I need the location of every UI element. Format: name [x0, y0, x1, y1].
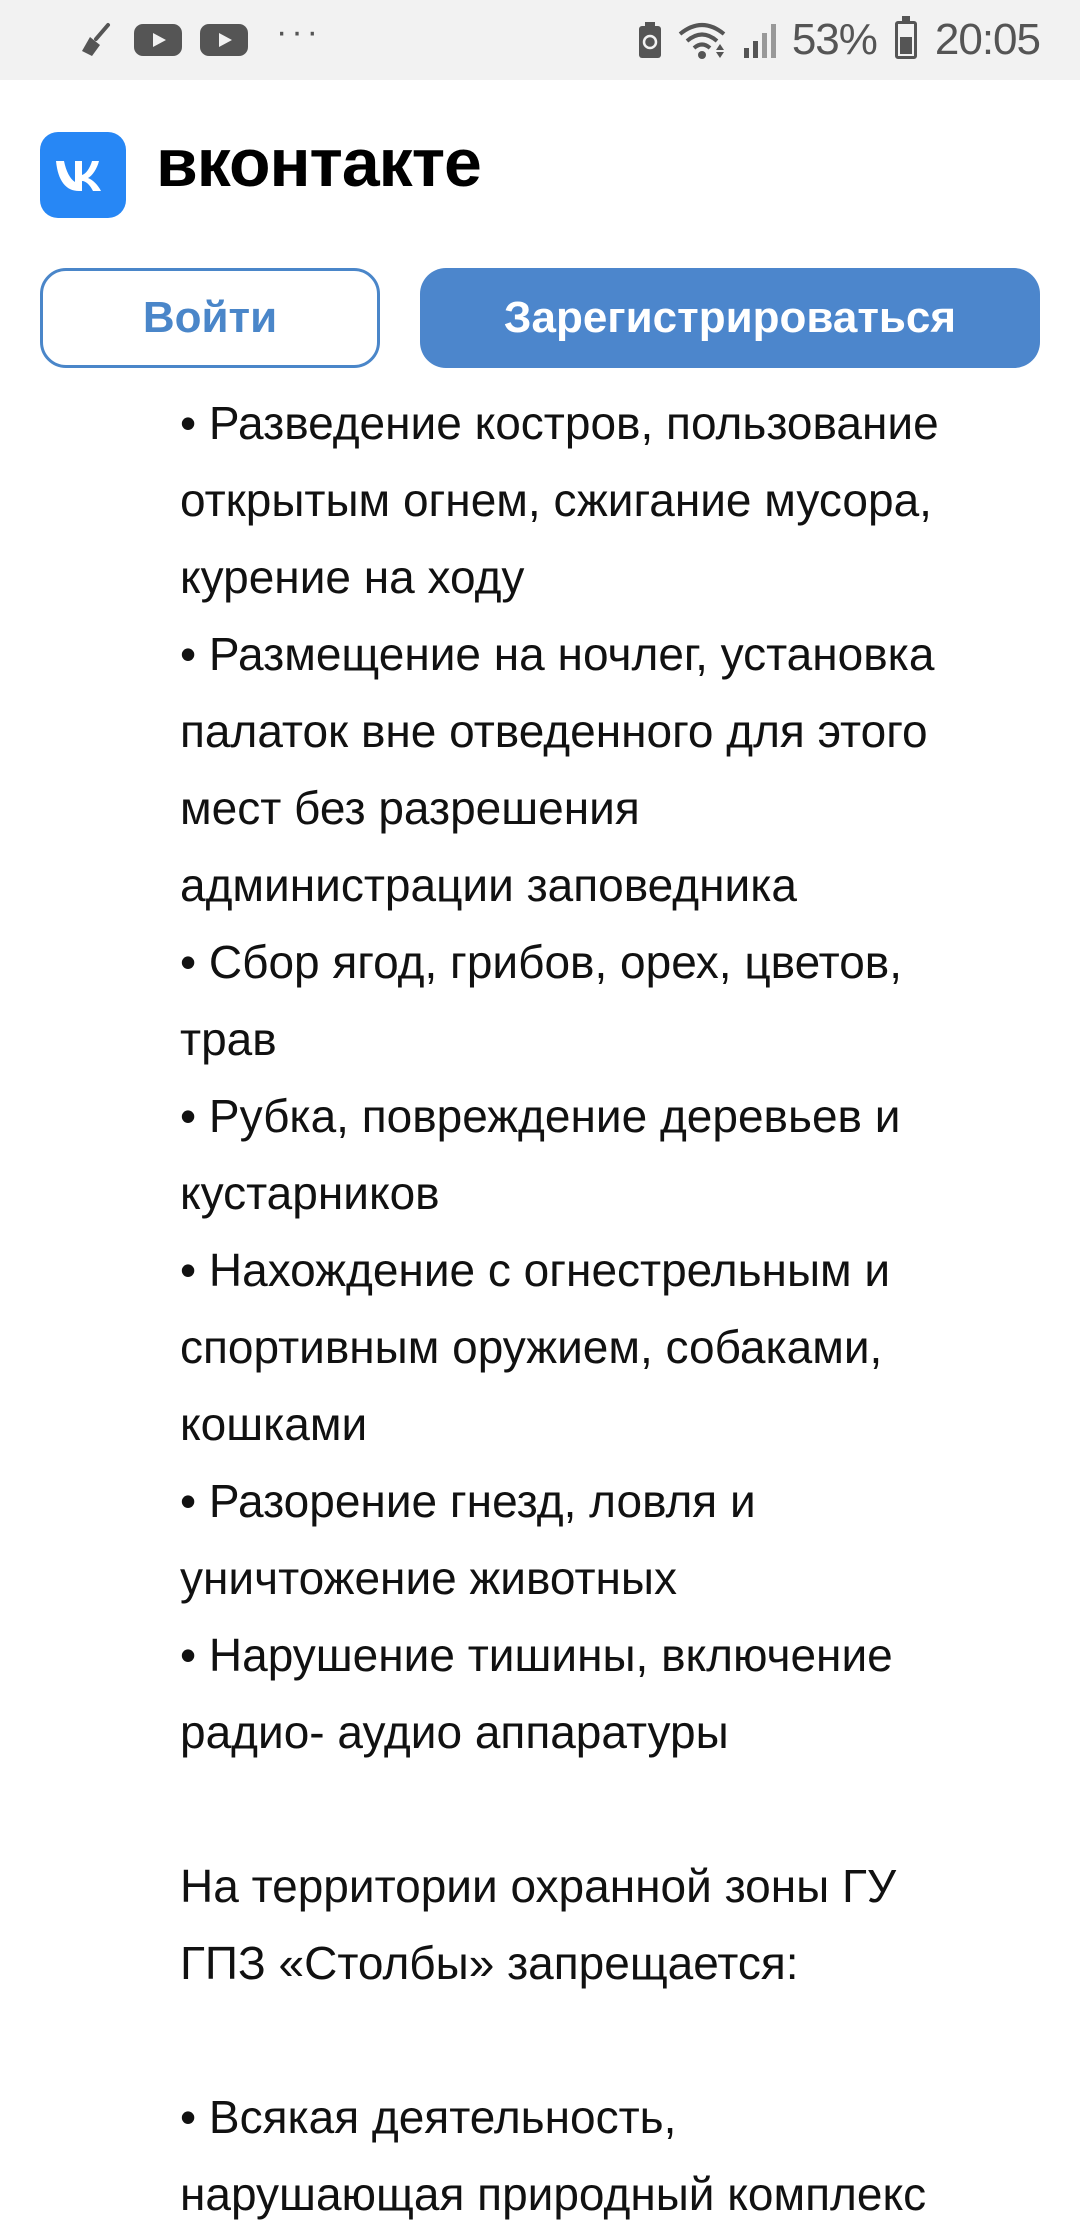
- text-line: курение на ходу: [180, 551, 525, 603]
- text-line: [180, 2002, 1060, 2079]
- text-line: открытым огнем, сжигание мусора,: [180, 474, 932, 526]
- text-line: • Разведение костров, пользование: [180, 397, 939, 449]
- text-line: • Всякая деятельность,: [180, 2091, 677, 2143]
- youtube-icon: [134, 24, 182, 56]
- more-dots-icon: ···: [276, 13, 322, 51]
- text-line: нарушающая природный комплекс: [180, 2168, 927, 2220]
- text-line: кошками: [180, 1398, 368, 1450]
- youtube-icon: [200, 24, 248, 56]
- text-line: спортивным оружием, собаками,: [180, 1321, 883, 1373]
- recycle-icon: [636, 20, 664, 60]
- battery-icon: [895, 21, 917, 59]
- text-line: • Нарушение тишины, включение: [180, 1629, 893, 1681]
- battery-percent: 53%: [791, 15, 877, 64]
- text-line: На территории охранной зоны ГУ: [180, 1860, 897, 1912]
- vk-logo-icon[interactable]: [40, 132, 126, 218]
- text-line: [180, 1771, 1060, 1848]
- register-button[interactable]: Зарегистрироваться: [420, 268, 1040, 368]
- vk-header: [0, 80, 1080, 250]
- text-line: • Разорение гнезд, ловля и: [180, 1475, 756, 1527]
- login-button[interactable]: Войти: [40, 268, 380, 368]
- text-line: • Размещение на ночлег, установка: [180, 628, 935, 680]
- wifi-icon: [676, 20, 728, 60]
- broom-icon: [78, 21, 116, 59]
- text-line: • Сбор ягод, грибов, орех, цветов,: [180, 936, 903, 988]
- text-line: трав: [180, 1013, 277, 1065]
- text-line: ГПЗ «Столбы» запрещается:: [180, 1937, 799, 1989]
- text-line: администрации заповедника: [180, 859, 797, 911]
- text-line: мест без разрешения: [180, 782, 640, 834]
- signal-icon: [740, 20, 780, 60]
- text-line: уничтожение животных: [180, 1552, 677, 1604]
- brand-name: вконтакте: [156, 125, 481, 201]
- text-line: кустарников: [180, 1167, 440, 1219]
- text-line: • Рубка, повреждение деревьев и: [180, 1090, 901, 1142]
- text-line: радио- аудио аппаратуры: [180, 1706, 729, 1758]
- text-line: • Нахождение с огнестрельным и: [180, 1244, 891, 1296]
- clock: 20:05: [934, 15, 1040, 64]
- text-line: палаток вне отведенного для этого: [180, 705, 928, 757]
- status-bar: [0, 0, 1080, 80]
- post-text: [180, 385, 1060, 2233]
